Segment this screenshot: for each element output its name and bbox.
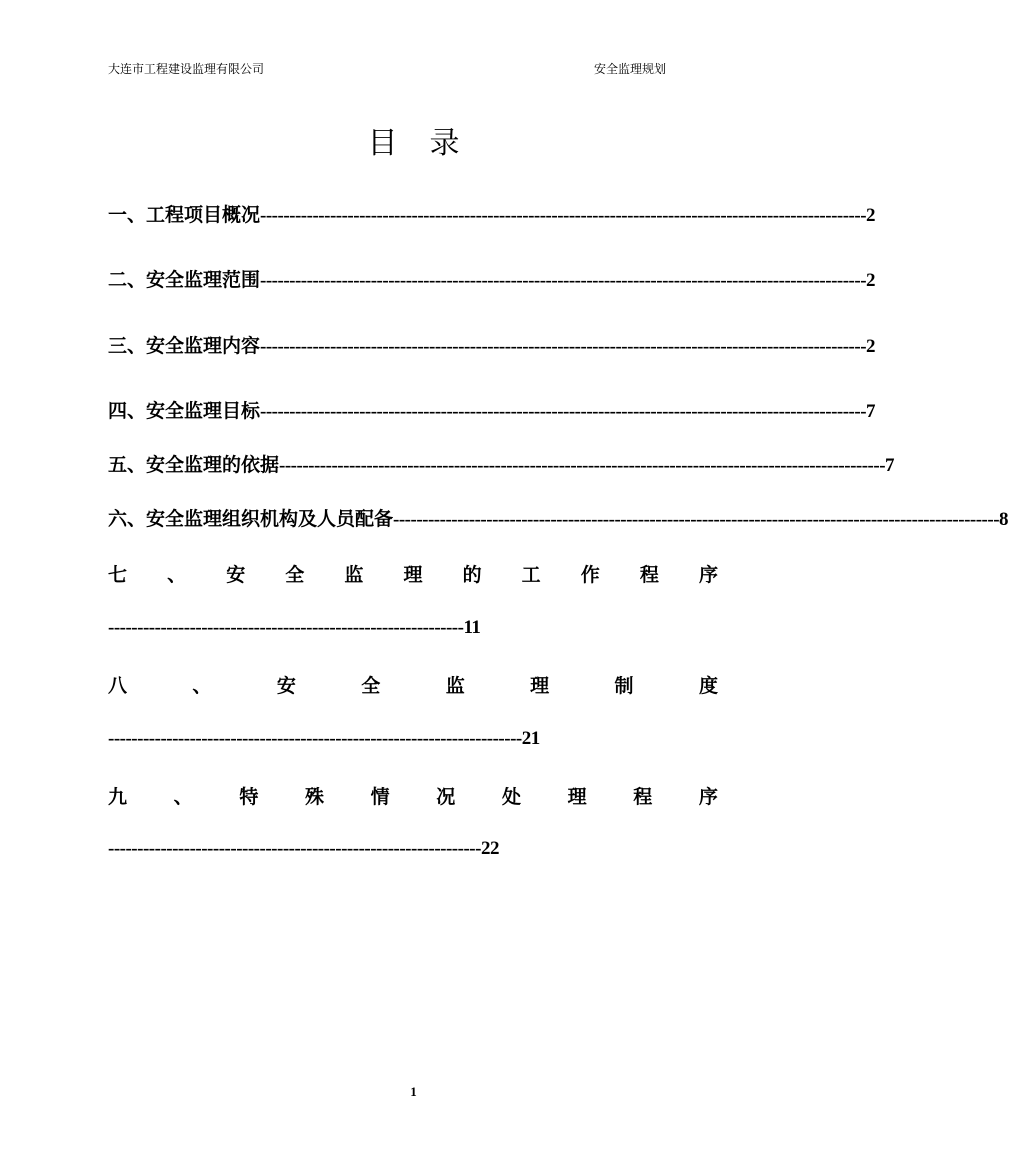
toc-leader: -------------------------------------------------------------------------------------------------------- [260, 401, 867, 422]
toc-heading: 目录 [367, 126, 492, 161]
toc-entry-char: 殊 [304, 786, 324, 808]
toc-entry-char: 处 [501, 786, 521, 808]
toc-entry-label: 一、工程项目概况 [108, 204, 261, 226]
toc-entry-char: 八 [108, 675, 128, 697]
toc-entry-label: 二、安全监理范围 [108, 269, 261, 291]
toc-entry-8-leader[interactable] [108, 728, 553, 754]
toc-entry-char: 、 [173, 786, 193, 808]
toc-entry-page: 7 [885, 455, 895, 476]
toc-entry-label: 五、安全监理的依据 [108, 454, 280, 476]
toc-leader: -------------------------------------------------------------------------------------------------------- [260, 270, 867, 291]
toc-entry-char: 安 [226, 564, 246, 586]
toc-entry-page: 8 [999, 509, 1009, 530]
company-name: 大连市工程建设监理有限公司 [108, 62, 265, 76]
toc-entry-9-leader[interactable] [108, 838, 508, 864]
toc-entry-label: 三、安全监理内容 [108, 335, 261, 357]
toc-entry-char: 七 [108, 564, 128, 586]
toc-entry-char: 作 [580, 564, 600, 586]
toc-entry-2[interactable] [108, 265, 876, 291]
toc-entry-page: 11 [463, 617, 481, 638]
toc-entry-page: 2 [866, 270, 876, 291]
toc-entry-char: 全 [285, 564, 305, 586]
toc-entry-label: 六、安全监理组织机构及人员配备 [108, 508, 394, 530]
toc-entry-char: 理 [403, 564, 423, 586]
toc-entry-5[interactable] [108, 450, 895, 476]
toc-entry-char: 度 [698, 675, 718, 697]
toc-entry-char: 安 [276, 675, 296, 697]
toc-entry-char: 、 [192, 675, 212, 697]
toc-entry-char: 全 [361, 675, 381, 697]
toc-entry-char: 序 [698, 564, 718, 586]
toc-entry-char: 程 [639, 564, 659, 586]
toc-entry-char: 特 [239, 786, 259, 808]
toc-entry-char: 九 [108, 786, 128, 808]
toc-entry-9-label[interactable] [108, 782, 718, 808]
toc-entry-char: 的 [462, 564, 482, 586]
toc-leader: ------------------------------------------------------------- [108, 617, 464, 638]
toc-entry-3[interactable] [108, 331, 876, 357]
toc-entry-char: 工 [521, 564, 541, 586]
page-number: 1 [410, 1084, 417, 1099]
toc-entry-char: 序 [698, 786, 718, 808]
toc-leader: -------------------------------------------------------------------------------------------------------- [279, 455, 886, 476]
toc-entry-char: 制 [614, 675, 634, 697]
toc-entry-8-label[interactable] [108, 671, 718, 697]
toc-leader: -------------------------------------------------------------------------------------------------------- [260, 336, 867, 357]
toc-entry-4[interactable] [108, 396, 876, 422]
toc-entry-char: 情 [370, 786, 390, 808]
toc-entry-1[interactable] [108, 200, 876, 226]
toc-entry-char: 理 [567, 786, 587, 808]
toc-leader: ----------------------------------------------------------------------- [108, 728, 522, 749]
toc-entry-page: 21 [521, 728, 540, 749]
page-header [108, 60, 718, 78]
toc-leader: -------------------------------------------------------------------------------------------------------- [260, 205, 867, 226]
toc-entry-page: 2 [866, 205, 876, 226]
toc-entry-page: 7 [866, 401, 876, 422]
toc-entry-char: 监 [445, 675, 465, 697]
toc-leader: ---------------------------------------------------------------- [108, 838, 481, 859]
toc-entry-char: 理 [530, 675, 550, 697]
toc-entry-char: 、 [167, 564, 187, 586]
toc-leader: -------------------------------------------------------------------------------------------------------- [393, 509, 1000, 530]
toc-entry-page: 2 [866, 336, 876, 357]
toc-entry-7-leader[interactable] [108, 617, 488, 643]
toc-entry-char: 况 [436, 786, 456, 808]
toc-entry-page: 22 [480, 838, 499, 859]
toc-entry-char: 监 [344, 564, 364, 586]
toc-entry-char: 程 [633, 786, 653, 808]
toc-entry-label: 四、安全监理目标 [108, 400, 261, 422]
document-title: 安全监理规划 [594, 62, 667, 76]
toc-entry-6[interactable] [108, 504, 1009, 530]
toc-entry-7-label[interactable] [108, 560, 718, 586]
